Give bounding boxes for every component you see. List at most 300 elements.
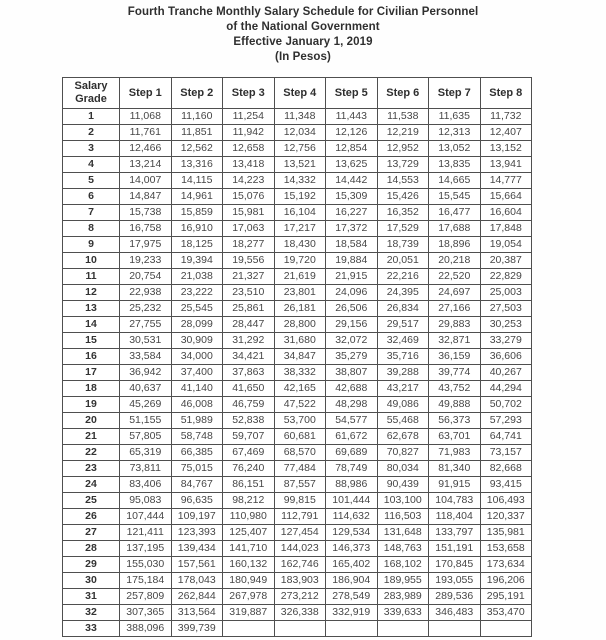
salary-cell: 103,100 (377, 493, 429, 509)
salary-cell: 27,166 (429, 301, 481, 317)
salary-cell: 18,896 (429, 237, 481, 253)
salary-cell: 28,447 (223, 317, 275, 333)
salary-cell: 267,978 (223, 589, 275, 605)
salary-cell: 22,520 (429, 269, 481, 285)
salary-cell: 58,748 (171, 429, 223, 445)
salary-cell: 11,942 (223, 125, 275, 141)
salary-cell: 151,191 (429, 541, 481, 557)
salary-cell (274, 621, 326, 637)
salary-cell: 83,406 (120, 477, 172, 493)
salary-cell: 15,192 (274, 189, 326, 205)
table-row (63, 301, 532, 317)
salary-cell: 13,214 (120, 157, 172, 173)
salary-cell: 30,531 (120, 333, 172, 349)
salary-cell: 13,521 (274, 157, 326, 173)
salary-cell: 52,838 (223, 413, 275, 429)
salary-table-head (63, 78, 532, 109)
salary-cell: 14,777 (480, 173, 532, 189)
salary-cell: 29,517 (377, 317, 429, 333)
salary-cell: 173,634 (480, 557, 532, 573)
salary-cell: 34,421 (223, 349, 275, 365)
salary-cell: 41,140 (171, 381, 223, 397)
table-row (63, 125, 532, 141)
salary-cell: 15,076 (223, 189, 275, 205)
salary-cell: 104,783 (429, 493, 481, 509)
salary-cell: 80,034 (377, 461, 429, 477)
salary-cell: 295,191 (480, 589, 532, 605)
salary-cell: 17,529 (377, 221, 429, 237)
salary-cell: 278,549 (326, 589, 378, 605)
grade-cell: 31 (63, 589, 120, 605)
salary-cell: 87,557 (274, 477, 326, 493)
salary-table-body (63, 109, 532, 637)
table-row (63, 589, 532, 605)
salary-cell: 54,577 (326, 413, 378, 429)
salary-cell: 131,648 (377, 525, 429, 541)
salary-cell: 13,152 (480, 141, 532, 157)
header-cell-salary-grade: Salary Grade (63, 78, 120, 109)
salary-cell: 37,400 (171, 365, 223, 381)
salary-cell: 36,159 (429, 349, 481, 365)
salary-cell: 11,851 (171, 125, 223, 141)
salary-cell: 12,854 (326, 141, 378, 157)
salary-cell: 17,063 (223, 221, 275, 237)
salary-cell: 11,732 (480, 109, 532, 125)
salary-schedule-table (62, 77, 532, 637)
salary-cell: 326,338 (274, 605, 326, 621)
grade-cell: 13 (63, 301, 120, 317)
salary-cell: 12,313 (429, 125, 481, 141)
salary-cell: 36,606 (480, 349, 532, 365)
grade-cell: 28 (63, 541, 120, 557)
salary-cell: 283,989 (377, 589, 429, 605)
salary-cell: 146,373 (326, 541, 378, 557)
salary-cell: 24,697 (429, 285, 481, 301)
salary-cell: 13,941 (480, 157, 532, 173)
salary-cell (480, 621, 532, 637)
salary-cell (326, 621, 378, 637)
header-cell-step-3: Step 3 (223, 78, 275, 109)
salary-cell: 93,415 (480, 477, 532, 493)
salary-cell: 21,619 (274, 269, 326, 285)
salary-cell: 193,055 (429, 573, 481, 589)
salary-cell: 88,986 (326, 477, 378, 493)
table-row (63, 493, 532, 509)
salary-cell: 96,635 (171, 493, 223, 509)
salary-cell: 32,469 (377, 333, 429, 349)
salary-cell: 57,805 (120, 429, 172, 445)
salary-cell: 69,689 (326, 445, 378, 461)
salary-cell: 175,184 (120, 573, 172, 589)
salary-cell: 33,279 (480, 333, 532, 349)
salary-cell: 12,562 (171, 141, 223, 157)
salary-cell: 313,564 (171, 605, 223, 621)
grade-cell: 6 (63, 189, 120, 205)
table-row (63, 557, 532, 573)
table-row (63, 141, 532, 157)
salary-cell: 141,710 (223, 541, 275, 557)
salary-cell: 62,678 (377, 429, 429, 445)
salary-cell: 71,983 (429, 445, 481, 461)
grade-cell: 26 (63, 509, 120, 525)
salary-cell: 13,052 (429, 141, 481, 157)
salary-cell: 16,910 (171, 221, 223, 237)
salary-cell: 37,863 (223, 365, 275, 381)
salary-cell: 40,637 (120, 381, 172, 397)
table-row (63, 573, 532, 589)
salary-cell: 56,373 (429, 413, 481, 429)
salary-cell: 346,483 (429, 605, 481, 621)
salary-cell: 14,442 (326, 173, 378, 189)
salary-cell: 23,801 (274, 285, 326, 301)
grade-cell: 27 (63, 525, 120, 541)
salary-cell: 11,068 (120, 109, 172, 125)
grade-cell: 8 (63, 221, 120, 237)
salary-cell: 40,267 (480, 365, 532, 381)
salary-cell: 14,007 (120, 173, 172, 189)
salary-cell: 75,015 (171, 461, 223, 477)
header-cell-step-5: Step 5 (326, 78, 378, 109)
salary-cell: 12,756 (274, 141, 326, 157)
salary-cell: 19,394 (171, 253, 223, 269)
grade-cell: 11 (63, 269, 120, 285)
salary-cell (223, 621, 275, 637)
salary-cell: 14,961 (171, 189, 223, 205)
table-row (63, 365, 532, 381)
salary-cell: 17,975 (120, 237, 172, 253)
table-row (63, 349, 532, 365)
salary-cell: 24,395 (377, 285, 429, 301)
grade-cell: 22 (63, 445, 120, 461)
salary-cell: 86,151 (223, 477, 275, 493)
salary-cell: 16,604 (480, 205, 532, 221)
header-cell-step-6: Step 6 (377, 78, 429, 109)
grade-cell: 19 (63, 397, 120, 413)
salary-cell: 84,767 (171, 477, 223, 493)
salary-cell: 157,561 (171, 557, 223, 573)
salary-cell: 118,404 (429, 509, 481, 525)
table-row (63, 429, 532, 445)
salary-cell: 129,534 (326, 525, 378, 541)
grade-cell: 14 (63, 317, 120, 333)
salary-cell: 165,402 (326, 557, 378, 573)
salary-cell: 110,980 (223, 509, 275, 525)
salary-cell: 196,206 (480, 573, 532, 589)
salary-cell: 399,739 (171, 621, 223, 637)
grade-cell: 10 (63, 253, 120, 269)
salary-cell: 109,197 (171, 509, 223, 525)
table-row (63, 205, 532, 221)
salary-cell: 20,387 (480, 253, 532, 269)
salary-cell: 25,232 (120, 301, 172, 317)
grade-cell: 20 (63, 413, 120, 429)
salary-cell: 12,219 (377, 125, 429, 141)
salary-cell: 99,815 (274, 493, 326, 509)
salary-cell: 160,132 (223, 557, 275, 573)
grade-cell: 29 (63, 557, 120, 573)
salary-cell: 22,829 (480, 269, 532, 285)
salary-cell: 47,522 (274, 397, 326, 413)
salary-cell: 98,212 (223, 493, 275, 509)
table-row (63, 237, 532, 253)
salary-cell: 95,083 (120, 493, 172, 509)
salary-cell: 48,298 (326, 397, 378, 413)
salary-cell: 162,746 (274, 557, 326, 573)
salary-cell: 32,871 (429, 333, 481, 349)
salary-cell: 180,949 (223, 573, 275, 589)
salary-cell: 49,086 (377, 397, 429, 413)
salary-cell: 11,761 (120, 125, 172, 141)
grade-cell: 17 (63, 365, 120, 381)
salary-cell: 61,672 (326, 429, 378, 445)
salary-cell: 13,316 (171, 157, 223, 173)
salary-cell: 25,861 (223, 301, 275, 317)
salary-cell: 15,738 (120, 205, 172, 221)
salary-cell: 18,430 (274, 237, 326, 253)
grade-cell: 12 (63, 285, 120, 301)
salary-cell: 183,903 (274, 573, 326, 589)
salary-cell: 35,279 (326, 349, 378, 365)
salary-cell: 28,099 (171, 317, 223, 333)
grade-cell: 15 (63, 333, 120, 349)
table-row (63, 333, 532, 349)
header-cell-step-7: Step 7 (429, 78, 481, 109)
salary-cell: 289,536 (429, 589, 481, 605)
salary-cell: 63,701 (429, 429, 481, 445)
salary-cell: 178,043 (171, 573, 223, 589)
salary-cell: 25,545 (171, 301, 223, 317)
salary-cell: 25,003 (480, 285, 532, 301)
salary-cell: 13,729 (377, 157, 429, 173)
salary-cell: 307,365 (120, 605, 172, 621)
grade-cell: 33 (63, 621, 120, 637)
grade-cell: 25 (63, 493, 120, 509)
salary-cell: 21,915 (326, 269, 378, 285)
grade-cell: 18 (63, 381, 120, 397)
salary-cell: 73,811 (120, 461, 172, 477)
salary-cell: 18,584 (326, 237, 378, 253)
table-row (63, 461, 532, 477)
salary-cell: 42,165 (274, 381, 326, 397)
salary-cell: 11,348 (274, 109, 326, 125)
salary-cell: 106,493 (480, 493, 532, 509)
salary-cell: 66,385 (171, 445, 223, 461)
grade-cell: 24 (63, 477, 120, 493)
salary-cell: 91,915 (429, 477, 481, 493)
table-row (63, 269, 532, 285)
table-row (63, 317, 532, 333)
salary-cell: 23,510 (223, 285, 275, 301)
table-row (63, 477, 532, 493)
salary-cell: 14,332 (274, 173, 326, 189)
salary-cell: 17,217 (274, 221, 326, 237)
salary-cell: 14,115 (171, 173, 223, 189)
salary-cell: 49,888 (429, 397, 481, 413)
salary-cell: 17,688 (429, 221, 481, 237)
salary-cell: 57,293 (480, 413, 532, 429)
salary-cell: 78,749 (326, 461, 378, 477)
table-row (63, 381, 532, 397)
grade-cell: 32 (63, 605, 120, 621)
header-cell-step-1: Step 1 (120, 78, 172, 109)
salary-cell: 15,426 (377, 189, 429, 205)
salary-cell: 67,469 (223, 445, 275, 461)
header-cell-step-8: Step 8 (480, 78, 532, 109)
salary-cell: 12,034 (274, 125, 326, 141)
salary-cell: 19,884 (326, 253, 378, 269)
salary-cell: 19,720 (274, 253, 326, 269)
salary-cell: 46,008 (171, 397, 223, 413)
salary-cell: 20,051 (377, 253, 429, 269)
salary-cell: 53,700 (274, 413, 326, 429)
salary-cell: 60,681 (274, 429, 326, 445)
salary-cell: 19,054 (480, 237, 532, 253)
table-row (63, 189, 532, 205)
salary-cell: 16,758 (120, 221, 172, 237)
salary-cell: 388,096 (120, 621, 172, 637)
salary-cell: 17,848 (480, 221, 532, 237)
salary-cell: 332,919 (326, 605, 378, 621)
salary-cell: 273,212 (274, 589, 326, 605)
salary-cell: 14,553 (377, 173, 429, 189)
salary-cell: 13,418 (223, 157, 275, 173)
salary-cell: 353,470 (480, 605, 532, 621)
salary-cell: 15,859 (171, 205, 223, 221)
salary-cell: 11,254 (223, 109, 275, 125)
salary-cell: 168,102 (377, 557, 429, 573)
salary-cell: 116,503 (377, 509, 429, 525)
salary-cell: 12,466 (120, 141, 172, 157)
table-row (63, 173, 532, 189)
salary-cell: 81,340 (429, 461, 481, 477)
salary-cell: 170,845 (429, 557, 481, 573)
salary-cell: 114,632 (326, 509, 378, 525)
salary-cell: 12,126 (326, 125, 378, 141)
title-line-3: Effective January 1, 2019 (233, 36, 373, 48)
salary-cell: 41,650 (223, 381, 275, 397)
grade-cell: 16 (63, 349, 120, 365)
salary-cell: 15,981 (223, 205, 275, 221)
salary-cell: 127,454 (274, 525, 326, 541)
salary-cell: 31,680 (274, 333, 326, 349)
salary-cell: 42,688 (326, 381, 378, 397)
salary-cell: 189,955 (377, 573, 429, 589)
salary-cell: 20,218 (429, 253, 481, 269)
salary-cell: 12,658 (223, 141, 275, 157)
header-cell-step-4: Step 4 (274, 78, 326, 109)
salary-cell: 27,503 (480, 301, 532, 317)
salary-cell: 50,702 (480, 397, 532, 413)
salary-cell: 35,716 (377, 349, 429, 365)
salary-cell: 20,754 (120, 269, 172, 285)
salary-cell: 15,309 (326, 189, 378, 205)
salary-cell: 82,668 (480, 461, 532, 477)
table-row (63, 253, 532, 269)
salary-cell: 51,989 (171, 413, 223, 429)
table-row (63, 541, 532, 557)
salary-cell: 45,269 (120, 397, 172, 413)
salary-cell: 186,904 (326, 573, 378, 589)
title-line-1: Fourth Tranche Monthly Salary Schedule for Civilian Personnel (127, 6, 479, 18)
grade-cell: 5 (63, 173, 120, 189)
salary-cell: 27,755 (120, 317, 172, 333)
salary-cell: 22,216 (377, 269, 429, 285)
salary-cell: 22,938 (120, 285, 172, 301)
salary-cell: 148,763 (377, 541, 429, 557)
table-row (63, 109, 532, 125)
grade-cell: 2 (63, 125, 120, 141)
header-cell-step-2: Step 2 (171, 78, 223, 109)
salary-cell: 26,834 (377, 301, 429, 317)
salary-cell: 26,506 (326, 301, 378, 317)
grade-cell: 4 (63, 157, 120, 173)
salary-cell: 46,759 (223, 397, 275, 413)
table-row (63, 285, 532, 301)
salary-cell: 125,407 (223, 525, 275, 541)
salary-cell: 55,468 (377, 413, 429, 429)
salary-cell: 12,407 (480, 125, 532, 141)
salary-cell: 76,240 (223, 461, 275, 477)
salary-cell: 257,809 (120, 589, 172, 605)
salary-cell: 19,233 (120, 253, 172, 269)
table-row (63, 621, 532, 637)
salary-cell: 28,800 (274, 317, 326, 333)
salary-cell: 34,847 (274, 349, 326, 365)
table-row (63, 397, 532, 413)
salary-cell: 14,665 (429, 173, 481, 189)
grade-cell: 1 (63, 109, 120, 125)
salary-cell (429, 621, 481, 637)
salary-cell: 31,292 (223, 333, 275, 349)
grade-cell: 21 (63, 429, 120, 445)
salary-cell: 21,038 (171, 269, 223, 285)
document-title (0, 0, 606, 65)
grade-cell: 23 (63, 461, 120, 477)
salary-table-header-row (63, 78, 532, 109)
salary-cell: 90,439 (377, 477, 429, 493)
salary-cell: 13,835 (429, 157, 481, 173)
salary-cell: 19,556 (223, 253, 275, 269)
salary-cell: 17,372 (326, 221, 378, 237)
salary-cell: 139,434 (171, 541, 223, 557)
salary-cell: 120,337 (480, 509, 532, 525)
salary-cell: 34,000 (171, 349, 223, 365)
salary-cell: 64,741 (480, 429, 532, 445)
salary-cell: 32,072 (326, 333, 378, 349)
salary-cell: 155,030 (120, 557, 172, 573)
salary-cell: 137,195 (120, 541, 172, 557)
salary-cell: 29,156 (326, 317, 378, 333)
salary-cell: 11,635 (429, 109, 481, 125)
salary-cell: 107,444 (120, 509, 172, 525)
salary-cell: 262,844 (171, 589, 223, 605)
salary-cell: 43,752 (429, 381, 481, 397)
salary-cell: 18,277 (223, 237, 275, 253)
salary-cell: 319,887 (223, 605, 275, 621)
salary-cell: 73,157 (480, 445, 532, 461)
grade-cell: 3 (63, 141, 120, 157)
salary-cell: 59,707 (223, 429, 275, 445)
salary-cell: 18,125 (171, 237, 223, 253)
title-line-4: (In Pesos) (275, 51, 331, 63)
salary-cell: 133,797 (429, 525, 481, 541)
salary-cell: 68,570 (274, 445, 326, 461)
salary-cell: 11,160 (171, 109, 223, 125)
salary-cell: 11,538 (377, 109, 429, 125)
salary-cell: 13,625 (326, 157, 378, 173)
salary-cell: 30,253 (480, 317, 532, 333)
salary-cell: 18,739 (377, 237, 429, 253)
